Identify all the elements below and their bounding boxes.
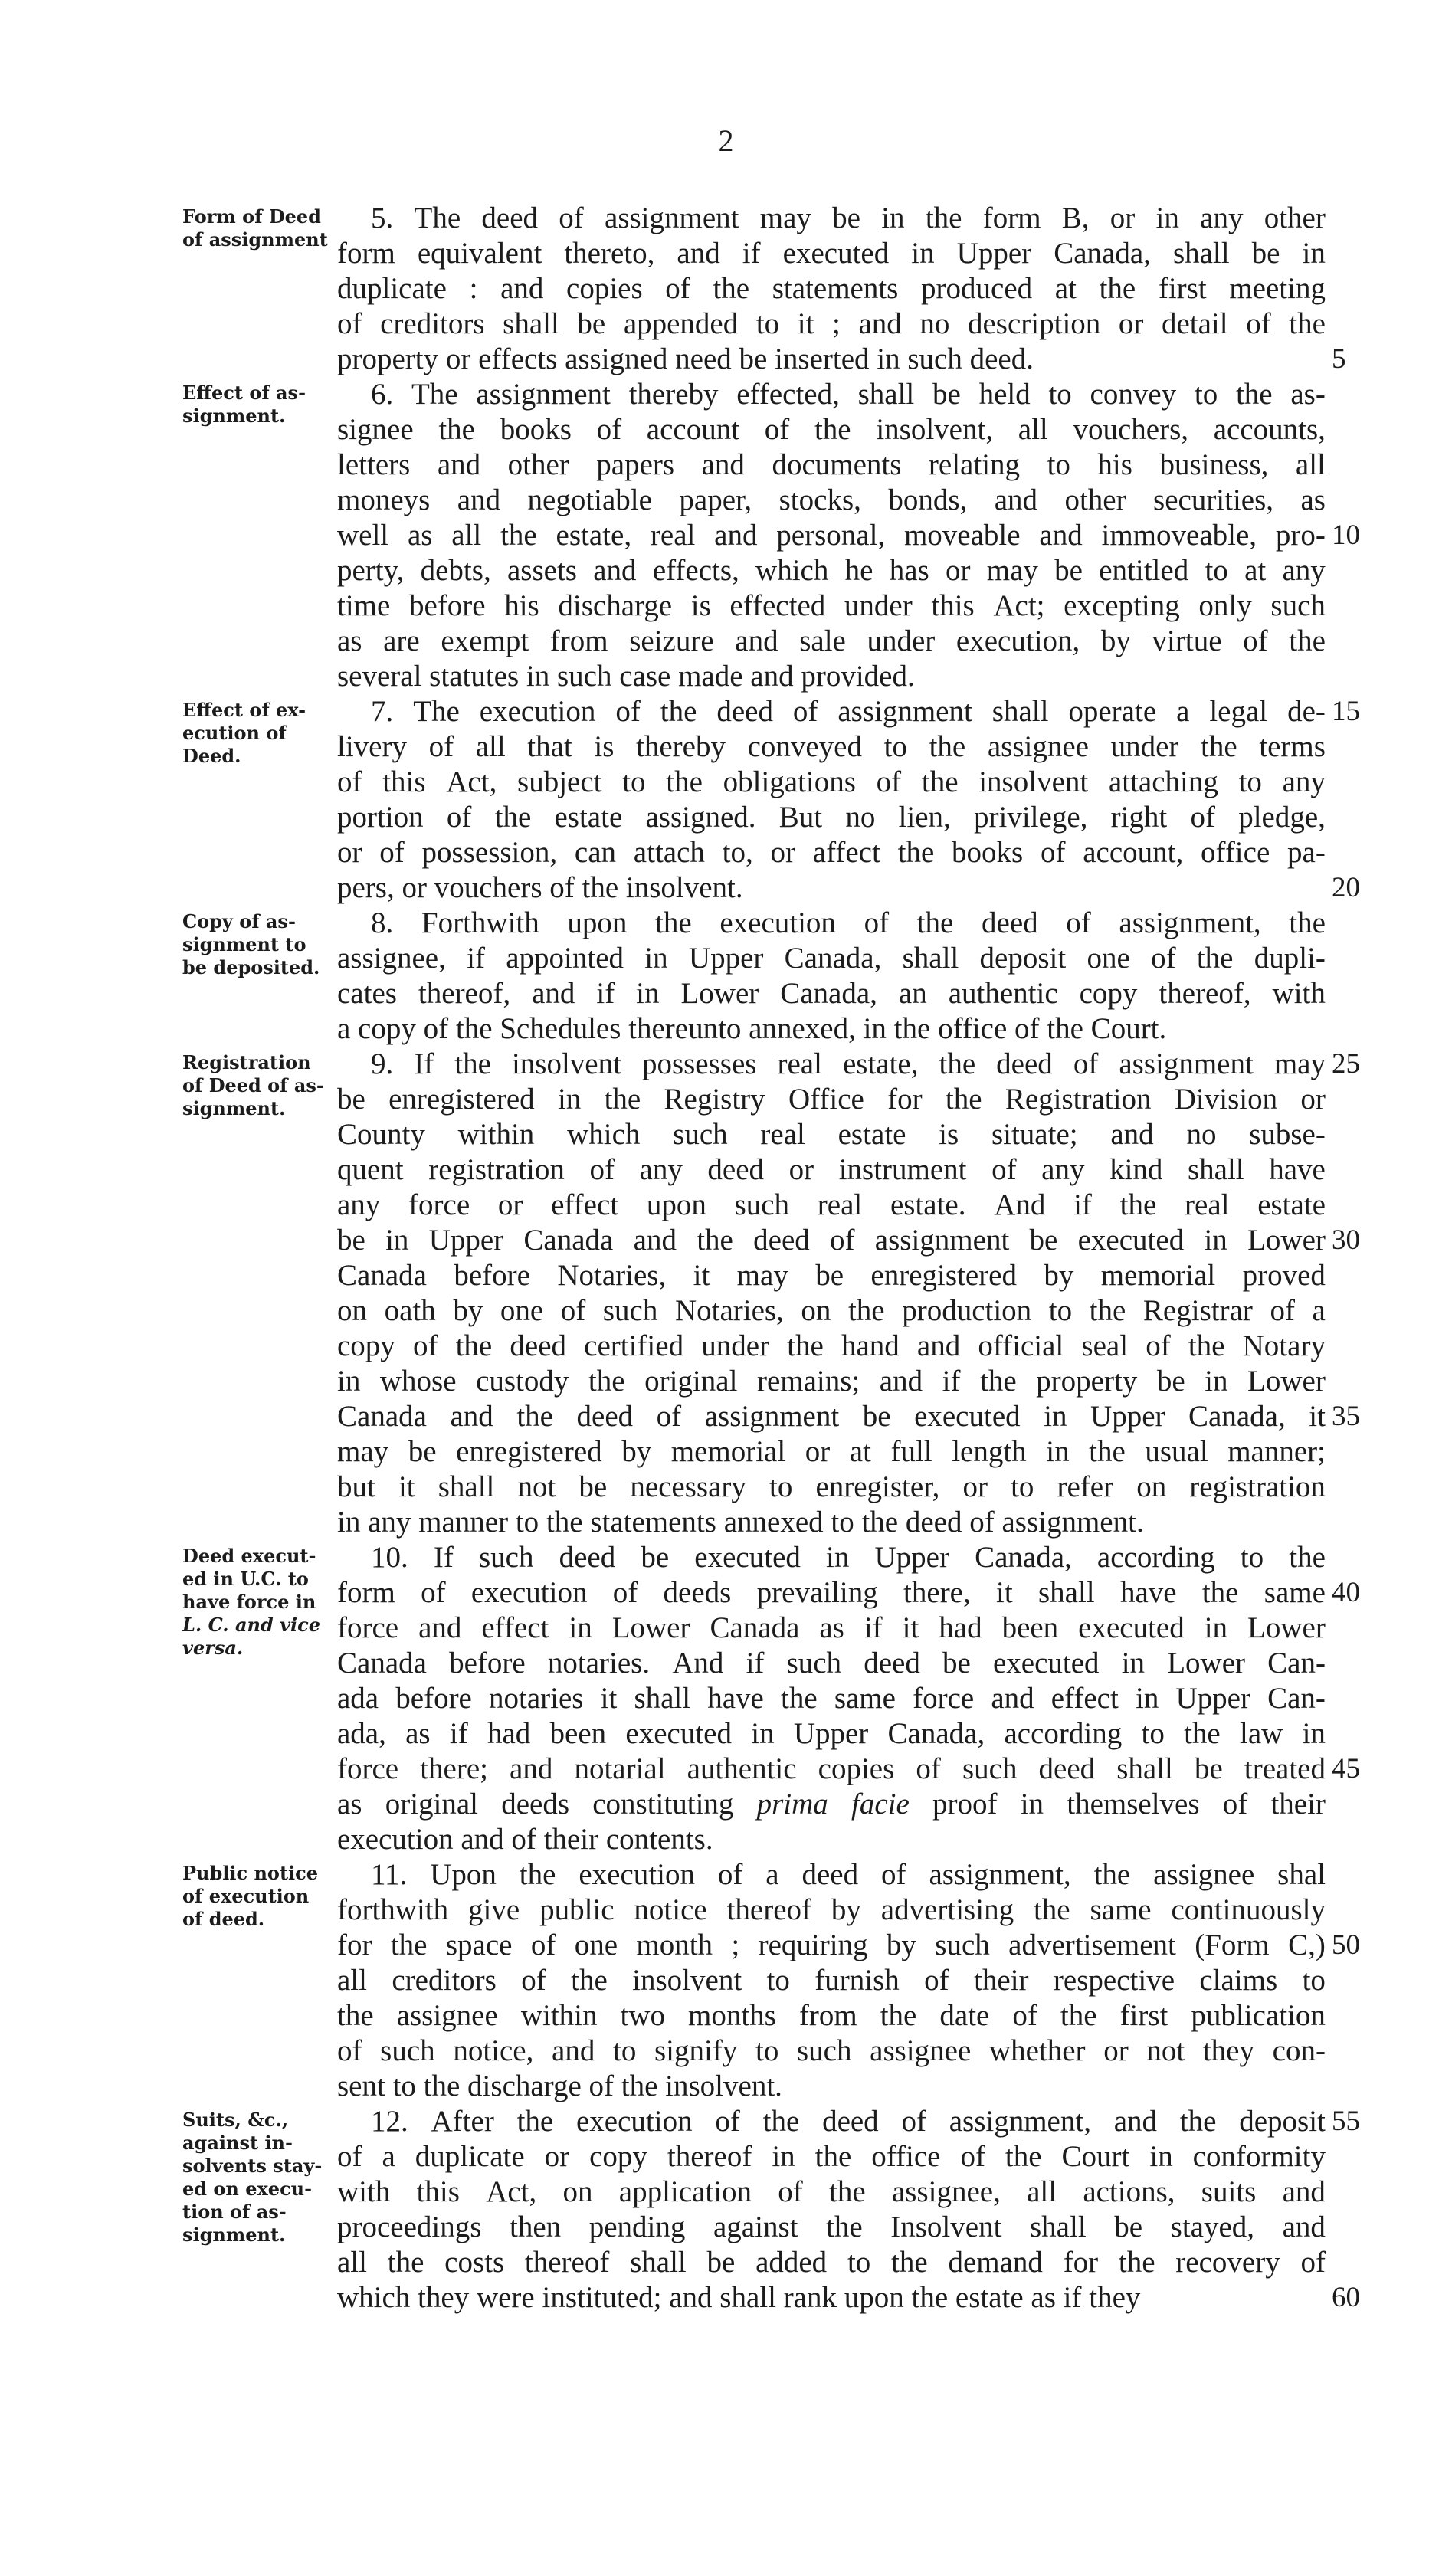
- text-line: 8. Forthwith upon the execution of the deed of assignment, the: [371, 906, 1326, 939]
- text-line: but it shall not be necessary to enregister, or to refer on registration: [337, 1470, 1326, 1503]
- text-line: as are exempt from seizure and sale under execution, by virtue of the: [337, 624, 1326, 657]
- marginal-note-line: of deed.: [182, 1908, 265, 1930]
- section-text: [337, 201, 1326, 377]
- text-line: well as all the estate, real and personal, moveable and immoveable, pro-: [337, 519, 1326, 552]
- marginal-note-line: Deed execut-: [182, 1545, 316, 1567]
- marginal-note: [182, 1862, 336, 1931]
- text-line: in whose custody the original remains; and if the property be in Lower: [337, 1365, 1326, 1398]
- marginal-note: [182, 1051, 336, 1120]
- text-line: 5. The deed of assignment may be in the form B, or in any other: [371, 202, 1326, 234]
- text-line: Canada and the deed of assignment be executed in Upper Canada, it: [337, 1400, 1326, 1433]
- text-line: all creditors of the insolvent to furnish of their respective claims to: [337, 1964, 1326, 1997]
- text-line: duplicate : and copies of the statements produced at the first meeting: [337, 272, 1326, 305]
- marginal-note: [182, 1545, 336, 1660]
- line-number: 60: [1332, 2282, 1360, 2313]
- text-line: for the space of one month ; requiring by such advertisement (Form C,): [337, 1929, 1326, 1961]
- page-number: 2: [718, 123, 734, 158]
- text-line: 10. If such deed be executed in Upper Canada, according to the: [371, 1541, 1326, 1574]
- marginal-note-line: be deposited.: [182, 956, 320, 978]
- text-line: 6. The assignment thereby effected, shall be held to convey to the as-: [371, 378, 1326, 411]
- text-line: force and effect in Lower Canada as if it had been executed in Lower: [337, 1611, 1326, 1644]
- marginal-note-line: ed in U.C. to: [182, 1568, 309, 1590]
- marginal-note-line: Effect of as-: [182, 382, 306, 404]
- text-line: several statutes in such case made and provided.: [337, 660, 915, 693]
- text-line: portion of the estate assigned. But no lien, privilege, right of pledge,: [337, 801, 1326, 834]
- line-number: 30: [1332, 1224, 1360, 1256]
- marginal-note-line: against in-: [182, 2132, 293, 2154]
- text-line: proceedings then pending against the Insolvent shall be stayed, and: [337, 2211, 1326, 2243]
- text-line: time before his discharge is effected under this Act; excepting only such: [337, 589, 1326, 622]
- text-line: pers, or vouchers of the insolvent.: [337, 871, 743, 904]
- text-line: sent to the discharge of the insolvent.: [337, 2070, 782, 2102]
- marginal-note-line: of execution: [182, 1885, 310, 1907]
- line-number: 20: [1332, 872, 1360, 903]
- section-text: [337, 377, 1326, 694]
- text-line: as original deeds constituting prima facie proof in themselves of their: [337, 1788, 1326, 1821]
- text-line: form of execution of deeds prevailing there, it shall have the same: [337, 1576, 1326, 1609]
- text-line: any force or effect upon such real estate. And if the real estate: [337, 1188, 1326, 1221]
- marginal-note-line: Form of Deed: [182, 205, 321, 228]
- text-line: Canada before notaries. And if such deed be executed in Lower Can-: [337, 1647, 1326, 1680]
- marginal-note-line: tion of as-: [182, 2201, 287, 2223]
- text-line: forthwith give public notice thereof by advertising the same continuously: [337, 1893, 1326, 1926]
- marginal-note-line: signment to: [182, 933, 306, 955]
- text-line: of this Act, subject to the obligations of the insolvent attaching to any: [337, 765, 1326, 798]
- text-line: of creditors shall be appended to it ; and no description or detail of the: [337, 307, 1326, 340]
- marginal-note-line: solvents stay-: [182, 2155, 323, 2177]
- text-line: in any manner to the statements annexed to the deed of assignment.: [337, 1506, 1144, 1539]
- text-line: assignee, if appointed in Upper Canada, shall deposit one of the dupli-: [337, 942, 1326, 975]
- line-number: 40: [1332, 1577, 1360, 1608]
- text-line: be enregistered in the Registry Office for the Registration Division or: [337, 1083, 1326, 1116]
- text-line: 9. If the insolvent possesses real estate, the deed of assignment may: [371, 1047, 1326, 1080]
- text-line: 12. After the execution of the deed of assignment, and the deposit: [371, 2105, 1326, 2138]
- text-line: Canada before Notaries, it may be enregistered by memorial proved: [337, 1259, 1326, 1292]
- text-line: 7. The execution of the deed of assignment shall operate a legal de-: [371, 695, 1326, 728]
- text-line: ada before notaries it shall have the same force and effect in Upper Can-: [337, 1682, 1326, 1715]
- marginal-note-line: of assignment: [182, 228, 328, 251]
- text-line: be in Upper Canada and the deed of assignment be executed in Lower: [337, 1224, 1326, 1257]
- text-line: quent registration of any deed or instrument of any kind shall have: [337, 1153, 1326, 1186]
- text-line: copy of the deed certified under the hand and official seal of the Notary: [337, 1329, 1326, 1362]
- section-text: [337, 1047, 1326, 1540]
- text-line: form equivalent thereto, and if executed in Upper Canada, shall be in: [337, 237, 1326, 270]
- section-text: [337, 1540, 1326, 1857]
- line-number: 50: [1332, 1929, 1360, 1961]
- marginal-note-line: have force in: [182, 1591, 316, 1613]
- marginal-note-line: ed on execu-: [182, 2178, 313, 2200]
- marginal-note-line: signment.: [182, 1097, 286, 1119]
- marginal-note-line: Suits, &c.,: [182, 2109, 289, 2131]
- marginal-note-line: Deed.: [182, 745, 241, 767]
- section-text: [337, 694, 1326, 906]
- section-text: [337, 1857, 1326, 2104]
- marginal-note-line: Registration: [182, 1051, 311, 1073]
- line-number: 45: [1332, 1753, 1360, 1785]
- line-number: 55: [1332, 2106, 1360, 2137]
- text-line: perty, debts, assets and effects, which he has or may be entitled to at any: [337, 554, 1326, 587]
- line-number: 10: [1332, 519, 1360, 551]
- marginal-note-line: versa.: [182, 1637, 244, 1659]
- marginal-note: [182, 205, 336, 251]
- marginal-note: [182, 699, 336, 768]
- marginal-note-line: ecution of: [182, 722, 287, 744]
- marginal-note-line: Public notice: [182, 1862, 319, 1884]
- marginal-note: [182, 2109, 336, 2247]
- line-number: 15: [1332, 696, 1360, 727]
- text-line: with this Act, on application of the assignee, all actions, suits and: [337, 2175, 1326, 2208]
- text-line: of such notice, and to signify to such assignee whether or not they con-: [337, 2034, 1326, 2067]
- text-line: signee the books of account of the insolvent, all vouchers, accounts,: [337, 413, 1326, 446]
- text-line: or of possession, can attach to, or affect the books of account, office pa-: [337, 836, 1326, 869]
- marginal-note-line: Copy of as-: [182, 910, 296, 932]
- line-number: 5: [1332, 343, 1346, 375]
- text-line: a copy of the Schedules thereunto annexed, in the office of the Court.: [337, 1012, 1167, 1045]
- text-line: livery of all that is thereby conveyed to the assignee under the terms: [337, 730, 1326, 763]
- marginal-note-line: L. C. and vice: [182, 1614, 321, 1636]
- text-line: may be enregistered by memorial or at full length in the usual manner;: [337, 1435, 1326, 1468]
- marginal-note-line: signment.: [182, 2224, 286, 2246]
- line-number: 25: [1332, 1048, 1360, 1080]
- text-line: execution and of their contents.: [337, 1823, 713, 1856]
- text-line: letters and other papers and documents relating to his business, all: [337, 448, 1326, 481]
- text-line: County within which such real estate is situate; and no subse-: [337, 1118, 1326, 1151]
- text-line: the assignee within two months from the date of the first publication: [337, 1999, 1326, 2032]
- text-line: 11. Upon the execution of a deed of assignment, the assignee shal: [371, 1858, 1326, 1891]
- marginal-note: [182, 910, 336, 979]
- text-line: on oath by one of such Notaries, on the production to the Registrar of a: [337, 1294, 1326, 1327]
- marginal-note-line: of Deed of as-: [182, 1074, 324, 1096]
- line-number: 35: [1332, 1401, 1360, 1432]
- text-line: of a duplicate or copy thereof in the office of the Court in conformity: [337, 2140, 1326, 2173]
- text-line: moneys and negotiable paper, stocks, bonds, and other securities, as: [337, 483, 1326, 516]
- marginal-note-line: signment.: [182, 405, 286, 427]
- section-text: [337, 2104, 1326, 2315]
- marginal-note: [182, 382, 336, 428]
- marginal-note-line: Effect of ex-: [182, 699, 306, 721]
- text-line: cates thereof, and if in Lower Canada, an authentic copy thereof, with: [337, 977, 1326, 1010]
- section-text: [337, 906, 1326, 1047]
- text-line: all the costs thereof shall be added to the demand for the recovery of: [337, 2246, 1326, 2279]
- text-line: which they were instituted; and shall rank upon the estate as if they: [337, 2281, 1141, 2314]
- text-line: property or effects assigned need be inserted in such deed.: [337, 342, 1034, 375]
- text-line: ada, as if had been executed in Upper Canada, according to the law in: [337, 1717, 1326, 1750]
- text-line: force there; and notarial authentic copies of such deed shall be treated: [337, 1752, 1326, 1785]
